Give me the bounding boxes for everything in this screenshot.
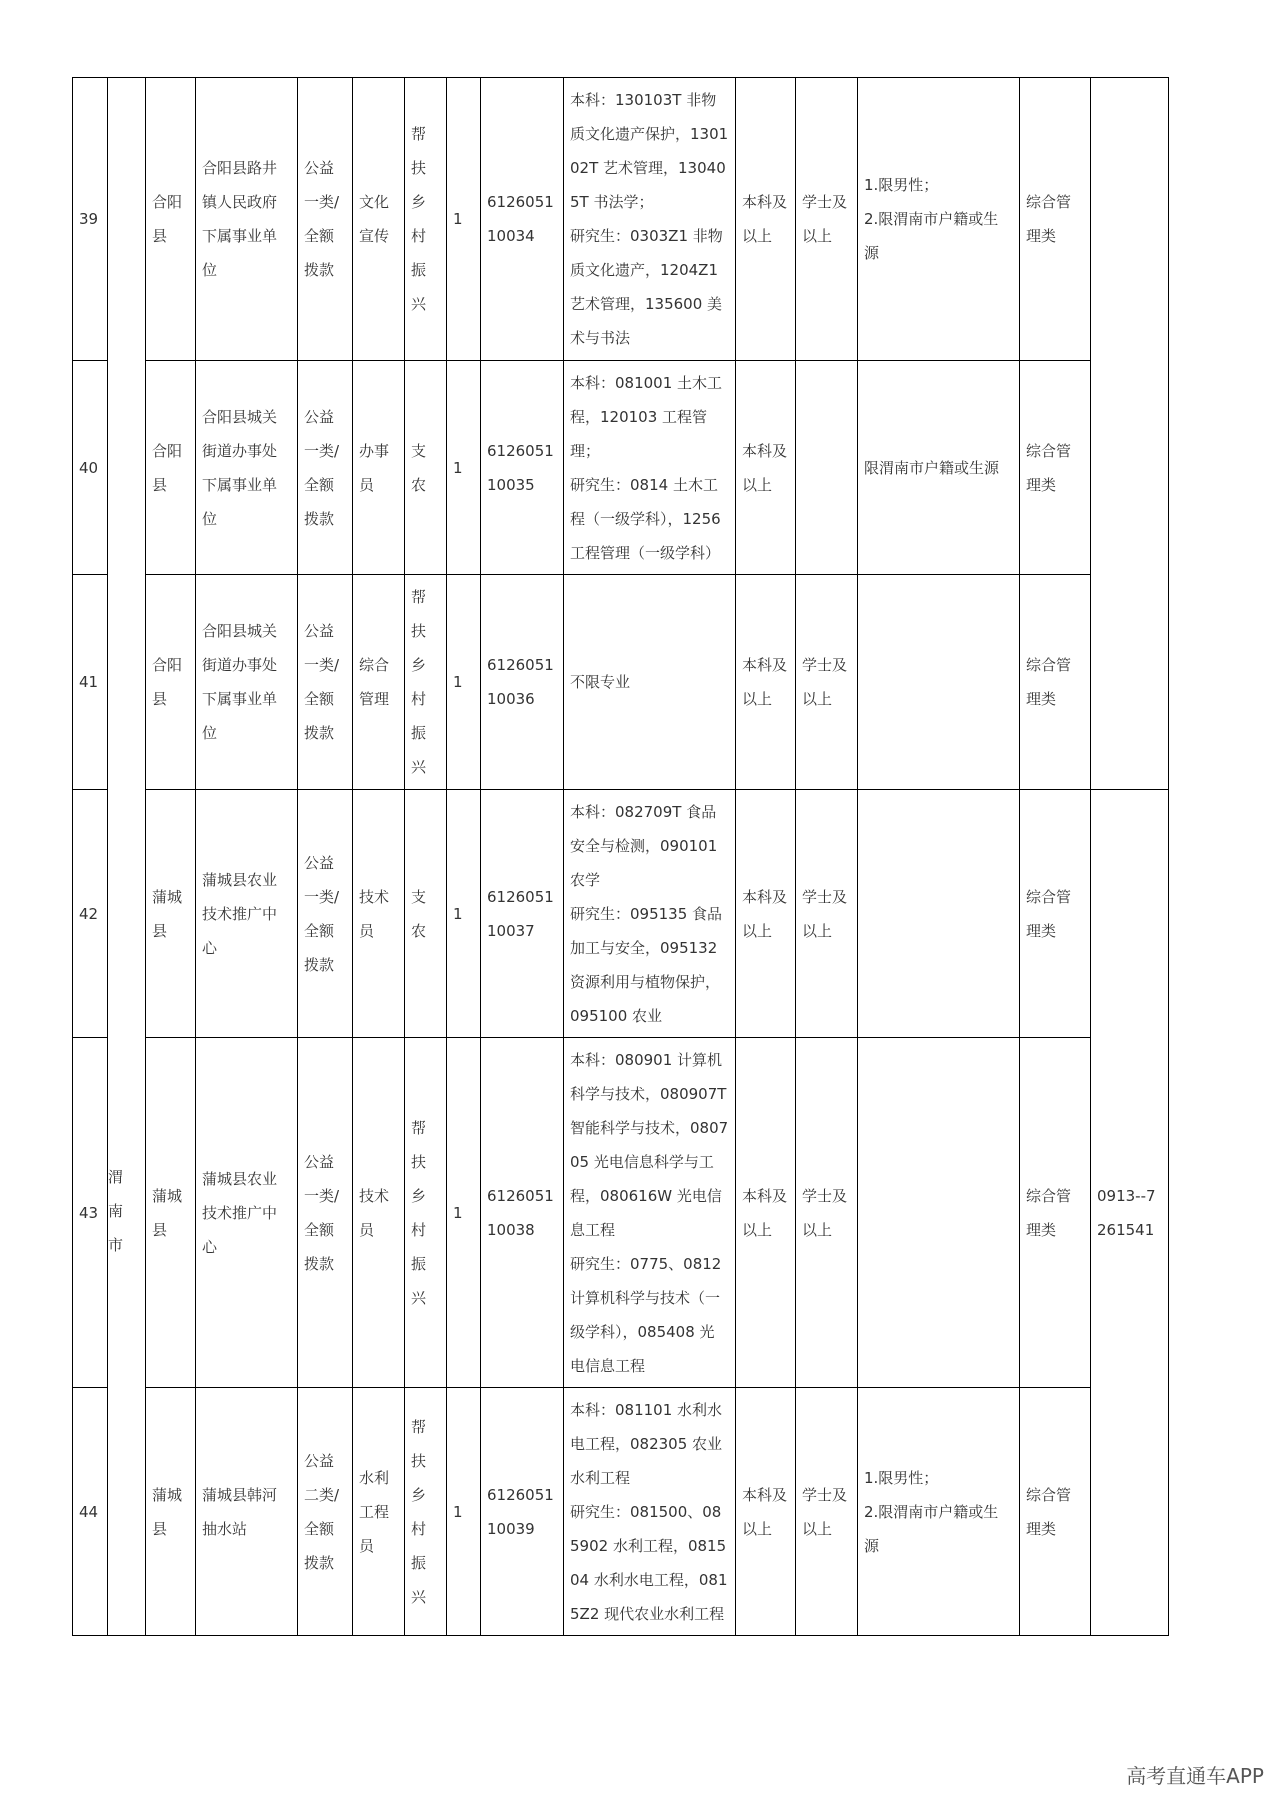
exam-cell: 综合管理类 bbox=[1020, 361, 1091, 575]
category-cell: 公益一类/全额拨款 bbox=[298, 575, 353, 790]
requirement-cell: 本科：081001 土木工程，120103 工程管理； 研究生：0814 土木工程（一级学科），1256 工程管理（一级学科） bbox=[564, 361, 736, 575]
row-number: 40 bbox=[73, 361, 108, 575]
position-cell: 综合管理 bbox=[353, 575, 405, 790]
position-cell: 办事员 bbox=[353, 361, 405, 575]
category-cell: 公益一类/全额拨款 bbox=[298, 361, 353, 575]
recruitment-table bbox=[72, 77, 1169, 1636]
position-cell: 水利工程员 bbox=[353, 1388, 405, 1636]
position-cell: 技术员 bbox=[353, 790, 405, 1038]
requirement-cell: 本科：080901 计算机科学与技术，080907T 智能科学与技术，080705 光电信息科学与工程，080616W 光电信息工程 研究生：0775、0812 计算机科学与技术（一级学科），085408 光电信息工程 bbox=[564, 1038, 736, 1388]
code-cell: 612605110038 bbox=[481, 1038, 564, 1388]
degree-cell bbox=[796, 361, 858, 575]
table-row bbox=[73, 1388, 1169, 1636]
plan-cell: 支农 bbox=[405, 790, 447, 1038]
unit-cell: 合阳县路井镇人民政府下属事业单位 bbox=[196, 78, 298, 361]
requirement-cell: 不限专业 bbox=[564, 575, 736, 790]
city-cell: 渭南市 bbox=[108, 1168, 124, 1254]
table-row bbox=[73, 78, 1169, 361]
education-cell: 本科及以上 bbox=[736, 78, 796, 361]
unit-cell: 合阳县城关街道办事处下属事业单位 bbox=[196, 575, 298, 790]
row-number: 39 bbox=[73, 78, 108, 361]
county-cell: 合阳县 bbox=[146, 361, 196, 575]
education-cell: 本科及以上 bbox=[736, 1388, 796, 1636]
plan-cell: 帮扶乡村振兴 bbox=[405, 1038, 447, 1388]
count-cell: 1 bbox=[447, 575, 481, 790]
requirement-cell: 本科：130103T 非物质文化遗产保护，130102T 艺术管理，130405T 书法学； 研究生：0303Z1 非物质文化遗产，1204Z1 艺术管理，135600 美术与书法 bbox=[564, 78, 736, 361]
category-cell: 公益一类/全额拨款 bbox=[298, 78, 353, 361]
plan-cell: 帮扶乡村振兴 bbox=[405, 1388, 447, 1636]
degree-cell: 学士及以上 bbox=[796, 1038, 858, 1388]
category-cell: 公益一类/全额拨款 bbox=[298, 790, 353, 1038]
exam-cell: 综合管理类 bbox=[1020, 575, 1091, 790]
county-cell: 蒲城县 bbox=[146, 1388, 196, 1636]
code-cell: 612605110035 bbox=[481, 361, 564, 575]
degree-cell: 学士及以上 bbox=[796, 1388, 858, 1636]
position-cell: 文化宣传 bbox=[353, 78, 405, 361]
education-cell: 本科及以上 bbox=[736, 1038, 796, 1388]
degree-cell: 学士及以上 bbox=[796, 575, 858, 790]
education-cell: 本科及以上 bbox=[736, 575, 796, 790]
plan-cell: 帮扶乡村振兴 bbox=[405, 78, 447, 361]
education-cell: 本科及以上 bbox=[736, 361, 796, 575]
unit-cell: 合阳县城关街道办事处下属事业单位 bbox=[196, 361, 298, 575]
row-number: 41 bbox=[73, 575, 108, 790]
degree-cell: 学士及以上 bbox=[796, 790, 858, 1038]
conditions-cell bbox=[858, 790, 1020, 1038]
plan-cell: 帮扶乡村振兴 bbox=[405, 575, 447, 790]
county-cell: 蒲城县 bbox=[146, 790, 196, 1038]
county-cell: 合阳县 bbox=[146, 575, 196, 790]
exam-cell: 综合管理类 bbox=[1020, 1038, 1091, 1388]
conditions-cell: 1.限男性； 2.限渭南市户籍或生源 bbox=[858, 78, 1020, 361]
table-row bbox=[73, 575, 1169, 790]
code-cell: 612605110034 bbox=[481, 78, 564, 361]
county-cell: 蒲城县 bbox=[146, 1038, 196, 1388]
watermark-text: 高考直通车APP bbox=[1126, 1764, 1264, 1788]
conditions-cell bbox=[858, 1038, 1020, 1388]
plan-cell: 支农 bbox=[405, 361, 447, 575]
row-number: 43 bbox=[73, 1038, 108, 1388]
education-cell: 本科及以上 bbox=[736, 790, 796, 1038]
table-row bbox=[73, 1038, 1169, 1388]
requirement-cell: 本科：081101 水利水电工程，082305 农业水利工程 研究生：081500、085902 水利工程，081504 水利水电工程，0815Z2 现代农业水利工程 bbox=[564, 1388, 736, 1636]
conditions-cell: 1.限男性； 2.限渭南市户籍或生源 bbox=[858, 1388, 1020, 1636]
blank-cell bbox=[1091, 78, 1169, 790]
exam-cell: 综合管理类 bbox=[1020, 78, 1091, 361]
blank-cell bbox=[108, 78, 146, 1636]
position-cell: 技术员 bbox=[353, 1038, 405, 1388]
conditions-cell: 限渭南市户籍或生源 bbox=[858, 361, 1020, 575]
unit-cell: 蒲城县农业技术推广中心 bbox=[196, 1038, 298, 1388]
unit-cell: 蒲城县农业技术推广中心 bbox=[196, 790, 298, 1038]
code-cell: 612605110036 bbox=[481, 575, 564, 790]
row-number: 42 bbox=[73, 790, 108, 1038]
row-number: 44 bbox=[73, 1388, 108, 1636]
county-cell: 合阳县 bbox=[146, 78, 196, 361]
category-cell: 公益二类/全额拨款 bbox=[298, 1388, 353, 1636]
table-row bbox=[73, 790, 1169, 1038]
exam-cell: 综合管理类 bbox=[1020, 1388, 1091, 1636]
requirement-cell: 本科：082709T 食品安全与检测，090101 农学 研究生：095135 食品加工与安全，095132 资源利用与植物保护，095100 农业 bbox=[564, 790, 736, 1038]
count-cell: 1 bbox=[447, 78, 481, 361]
conditions-cell bbox=[858, 575, 1020, 790]
code-cell: 612605110039 bbox=[481, 1388, 564, 1636]
unit-cell: 蒲城县韩河抽水站 bbox=[196, 1388, 298, 1636]
phone-cell: 0913--7261541 bbox=[1091, 790, 1169, 1636]
table-row bbox=[73, 361, 1169, 575]
count-cell: 1 bbox=[447, 361, 481, 575]
exam-cell: 综合管理类 bbox=[1020, 790, 1091, 1038]
code-cell: 612605110037 bbox=[481, 790, 564, 1038]
count-cell: 1 bbox=[447, 790, 481, 1038]
count-cell: 1 bbox=[447, 1388, 481, 1636]
degree-cell: 学士及以上 bbox=[796, 78, 858, 361]
count-cell: 1 bbox=[447, 1038, 481, 1388]
category-cell: 公益一类/全额拨款 bbox=[298, 1038, 353, 1388]
